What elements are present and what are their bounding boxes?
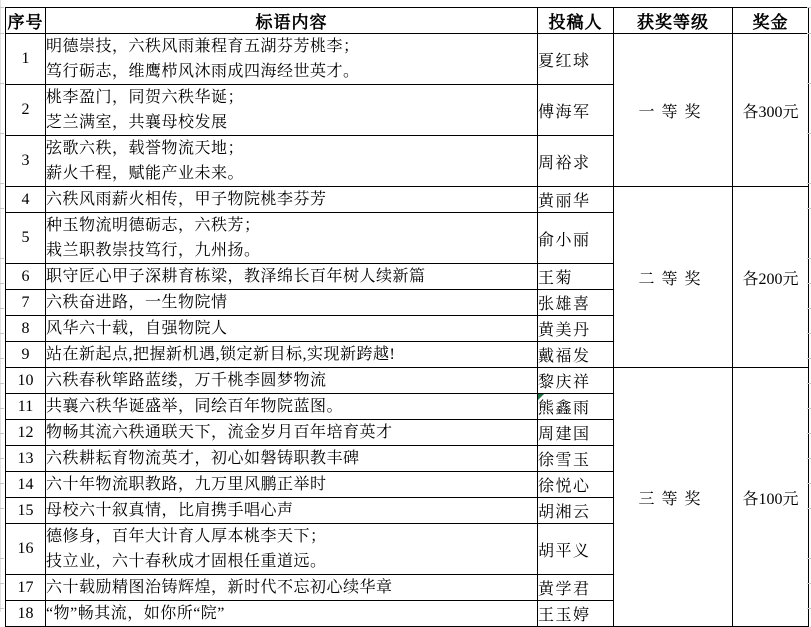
- row-number-cell[interactable]: 6: [6, 264, 46, 290]
- contributor-name: 黄美丹: [538, 322, 591, 339]
- row-number-cell[interactable]: 18: [6, 601, 46, 627]
- grid-line-stub: [807, 483, 811, 484]
- col-header-prize[interactable]: 奖金: [733, 8, 809, 34]
- table-row: [6, 34, 809, 85]
- grid-line-stub: [807, 208, 811, 209]
- contributor-name: 张雄喜: [538, 296, 591, 313]
- row-number-cell[interactable]: 2: [6, 85, 46, 136]
- grid-line-stub: [0, 608, 4, 609]
- row-number-cell[interactable]: 13: [6, 446, 46, 472]
- slogan-line: 德修身，百年大计育人厚本桃李天下；: [46, 528, 327, 545]
- contributor-name: 黄丽华: [538, 193, 591, 210]
- contributor-cell[interactable]: [538, 601, 614, 627]
- slogan-cell[interactable]: [46, 136, 538, 187]
- award-level-cell[interactable]: 二等奖: [614, 187, 733, 368]
- col-header-slogan[interactable]: 标语内容: [46, 8, 538, 34]
- row-number-cell[interactable]: 12: [6, 420, 46, 446]
- grid-line-stub: [0, 133, 4, 134]
- row-number-cell[interactable]: 3: [6, 136, 46, 187]
- contributor-cell[interactable]: [538, 472, 614, 498]
- contributor-cell[interactable]: [538, 316, 614, 342]
- grid-line-stub: [807, 183, 811, 184]
- slogan-line: “物”畅其流，如你所“院”: [46, 605, 225, 622]
- row-number-cell[interactable]: 14: [6, 472, 46, 498]
- row-number-cell[interactable]: 5: [6, 213, 46, 264]
- slogan-line: 种玉物流明德砺志，六秩芳；: [46, 217, 261, 234]
- grid-line-stub: [807, 133, 811, 134]
- grid-line-stub: [807, 433, 811, 434]
- slogan-line: 桃李盈门，同贺六秩华诞；: [46, 89, 245, 106]
- slogan-cell[interactable]: [46, 316, 538, 342]
- grid-line-stub: [0, 508, 4, 509]
- grid-line-stub: [0, 33, 4, 34]
- slogan-line: 六秩春秋筚路蓝缕，万千桃李圆梦物流: [46, 372, 327, 389]
- award-level-cell[interactable]: 三等奖: [614, 368, 733, 627]
- contributor-cell[interactable]: [538, 524, 614, 575]
- slogan-cell[interactable]: [46, 498, 538, 524]
- slogan-cell[interactable]: [46, 446, 538, 472]
- contributor-name: 戴福发: [538, 348, 591, 365]
- slogan-cell[interactable]: [46, 394, 538, 420]
- row-number-cell[interactable]: 1: [6, 34, 46, 85]
- slogan-line: 六秩耕耘育物流英才，初心如磐铸职教丰碑: [46, 450, 360, 467]
- contributor-name: 王玉婷: [538, 607, 591, 624]
- row-number-cell[interactable]: 9: [6, 342, 46, 368]
- col-header-award-level[interactable]: 获奖等级: [614, 8, 733, 34]
- prize-cell[interactable]: 各100元: [733, 368, 809, 627]
- table-body: [6, 34, 809, 627]
- contributor-name: 夏红球: [538, 52, 591, 70]
- grid-line-stub: [807, 283, 811, 284]
- grid-line-stub: [0, 408, 4, 409]
- slogan-cell[interactable]: [46, 575, 538, 601]
- contributor-cell[interactable]: [538, 575, 614, 601]
- grid-line-stub: [0, 258, 4, 259]
- slogan-line: 芝兰满室，共襄母校发展: [46, 114, 228, 131]
- contributor-cell[interactable]: [538, 264, 614, 290]
- cell-note-marker: [538, 394, 544, 400]
- slogan-line: 六秩风雨薪火相传，甲子物院桃李芬芳: [46, 191, 327, 208]
- col-header-no[interactable]: 序号: [6, 8, 46, 34]
- grid-line-stub: [0, 208, 4, 209]
- contributor-name: 黎庆祥: [538, 374, 591, 391]
- slogan-cell[interactable]: [46, 342, 538, 368]
- table-row: [6, 368, 809, 394]
- slogan-line: 六十载励精图治铸辉煌，新时代不忘初心续华章: [46, 579, 393, 596]
- slogan-line: 站在新起点,把握新机遇,锁定新目标,实现新跨越!: [46, 346, 396, 363]
- contributor-cell[interactable]: [538, 136, 614, 187]
- slogan-line: 风华六十载，自强物院人: [46, 320, 228, 337]
- row-number-cell[interactable]: 11: [6, 394, 46, 420]
- grid-line-stub: [807, 583, 811, 584]
- grid-line-stub: [0, 183, 4, 184]
- contributor-name: 徐悦心: [538, 478, 591, 495]
- header-row: [6, 8, 809, 34]
- slogan-cell[interactable]: [46, 420, 538, 446]
- contributor-name: 黄学君: [538, 581, 591, 598]
- slogan-line: 职守匠心甲子深耕育栋梁，教泽绵长百年树人续新篇: [46, 268, 426, 285]
- grid-line-stub: [0, 333, 4, 334]
- slogan-cell[interactable]: [46, 34, 538, 85]
- slogan-line: 物畅其流六秩通联天下，流金岁月百年培育英才: [46, 424, 393, 441]
- slogan-cell[interactable]: [46, 524, 538, 575]
- col-header-contributor[interactable]: 投稿人: [538, 8, 614, 34]
- contributor-name: 周裕求: [538, 154, 591, 172]
- contributor-cell[interactable]: [538, 420, 614, 446]
- slogan-line: 弦歌六秩，载誉物流天地；: [46, 140, 245, 157]
- grid-line-stub: [0, 83, 4, 84]
- grid-line-stub: [807, 33, 811, 34]
- contributor-name: 徐雪玉: [538, 452, 591, 469]
- grid-line-stub: [807, 7, 811, 8]
- slogan-cell[interactable]: [46, 85, 538, 136]
- table-row: [6, 187, 809, 213]
- grid-line-stub: [807, 83, 811, 84]
- grid-line-stub: [807, 333, 811, 334]
- contributor-cell[interactable]: [538, 394, 614, 420]
- contributor-name: 胡湘云: [538, 504, 591, 521]
- slogan-line: 笃行砺志，维鹰栉风沐雨成四海经世英才。: [46, 63, 360, 80]
- row-number-cell[interactable]: 17: [6, 575, 46, 601]
- grid-line-stub: [0, 433, 4, 434]
- prize-cell[interactable]: 各300元: [733, 34, 809, 187]
- slogan-cell[interactable]: [46, 187, 538, 213]
- grid-line-stub: [807, 258, 811, 259]
- slogan-cell[interactable]: [46, 601, 538, 627]
- contributor-name: 胡平义: [538, 542, 591, 560]
- award-table: [5, 7, 809, 627]
- row-number-cell[interactable]: 10: [6, 368, 46, 394]
- row-number-cell[interactable]: 16: [6, 524, 46, 575]
- slogan-line: 六秩奋进路，一生物院情: [46, 294, 228, 311]
- row-number-cell[interactable]: 8: [6, 316, 46, 342]
- prize-cell[interactable]: 各200元: [733, 187, 809, 368]
- contributor-name: 王菊: [538, 270, 574, 287]
- grid-line-stub: [807, 558, 811, 559]
- slogan-line: 母校六十叙真情，比肩携手唱心声: [46, 502, 294, 519]
- grid-line-stub: [807, 508, 811, 509]
- contributor-cell[interactable]: [538, 368, 614, 394]
- grid-line-stub: [807, 608, 811, 609]
- slogan-cell[interactable]: [46, 264, 538, 290]
- contributor-cell[interactable]: [538, 187, 614, 213]
- slogan-line: 共襄六秩华诞盛举，同绘百年物院蓝图。: [46, 398, 344, 415]
- grid-line-stub: [807, 408, 811, 409]
- grid-line-stub: [0, 283, 4, 284]
- grid-line-stub: [0, 483, 4, 484]
- grid-line-stub: [0, 383, 4, 384]
- sheet-gridline-vertical: [0, 0, 1, 612]
- slogan-line: 六十年物流职教路，九万里风鹏正举时: [46, 476, 327, 493]
- slogan-line: 薪火千程，赋能产业未来。: [46, 165, 245, 182]
- slogan-cell[interactable]: [46, 472, 538, 498]
- row-number-cell[interactable]: 15: [6, 498, 46, 524]
- contributor-cell[interactable]: [538, 213, 614, 264]
- award-level-cell[interactable]: 一等奖: [614, 34, 733, 187]
- contributor-name: 周建国: [538, 426, 591, 443]
- grid-line-stub: [0, 358, 4, 359]
- slogan-cell[interactable]: [46, 213, 538, 264]
- grid-line-stub: [0, 583, 4, 584]
- grid-line-stub: [0, 458, 4, 459]
- contributor-name: 熊鑫雨: [538, 400, 591, 417]
- contributor-cell[interactable]: [538, 85, 614, 136]
- contributor-cell[interactable]: [538, 34, 614, 85]
- contributor-cell[interactable]: [538, 498, 614, 524]
- grid-line-stub: [0, 7, 4, 8]
- contributor-name: 傅海军: [538, 103, 591, 121]
- grid-line-stub: [0, 558, 4, 559]
- row-number-cell[interactable]: 7: [6, 290, 46, 316]
- row-number-cell[interactable]: 4: [6, 187, 46, 213]
- grid-line-stub: [807, 458, 811, 459]
- contributor-cell[interactable]: [538, 342, 614, 368]
- slogan-line: 栽兰职教崇技笃行，九州扬。: [46, 242, 261, 259]
- contributor-cell[interactable]: [538, 446, 614, 472]
- grid-line-stub: [0, 308, 4, 309]
- slogan-line: 技立业，六十春秋成才固根任重道远。: [46, 553, 327, 570]
- slogan-line: 明德崇技，六秩风雨兼程育五湖芬芳桃李；: [46, 38, 360, 55]
- grid-line-stub: [807, 358, 811, 359]
- contributor-name: 俞小丽: [538, 231, 591, 249]
- slogan-cell[interactable]: [46, 290, 538, 316]
- contributor-cell[interactable]: [538, 290, 614, 316]
- slogan-cell[interactable]: [46, 368, 538, 394]
- grid-line-stub: [807, 383, 811, 384]
- grid-line-stub: [807, 308, 811, 309]
